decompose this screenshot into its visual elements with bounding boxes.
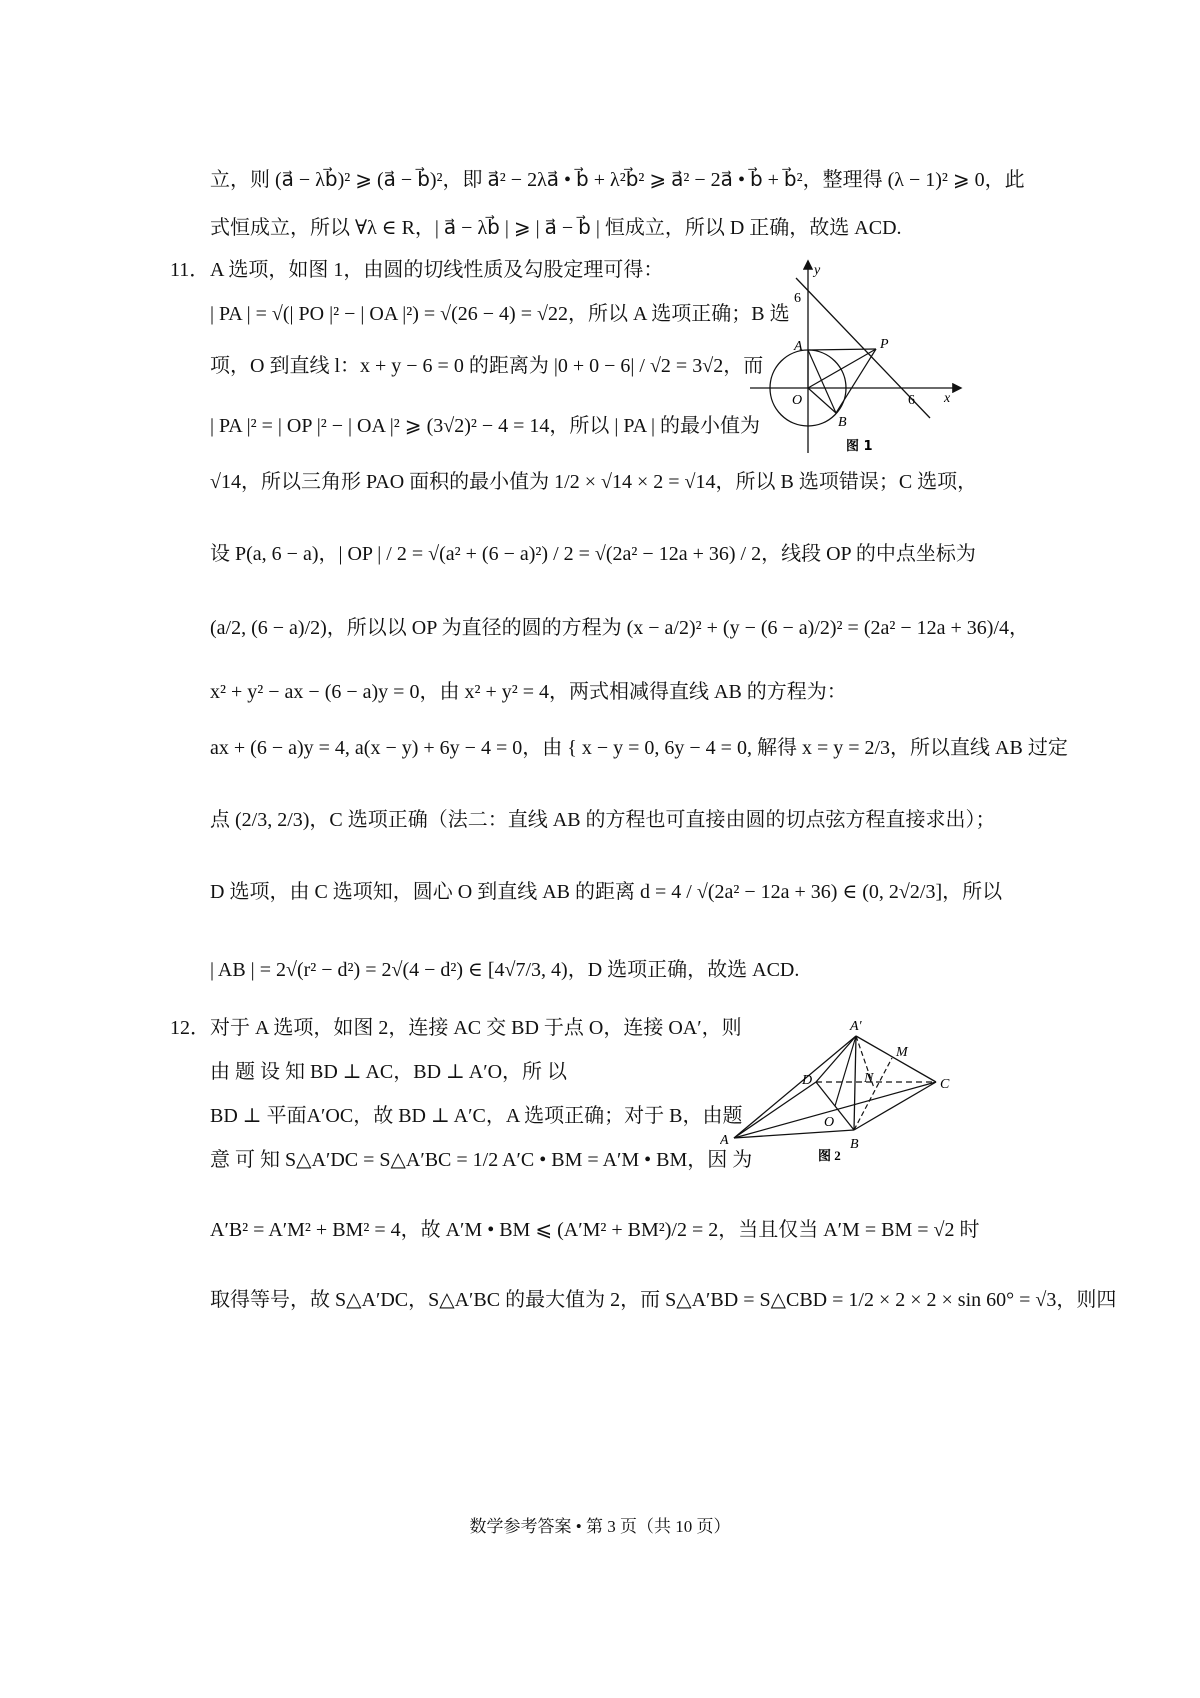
text-line-5: 项，O 到直线 l：x + y − 6 = 0 的距离为 |0 + 0 − 6| / √2 = 3√2，而 xyxy=(210,355,764,377)
text-line-10: x² + y² − ax − (6 − a)y = 0，由 x² + y² = 4，两式相减得直线 AB 的方程为： xyxy=(210,681,847,703)
text-line-20: 取得等号，故 S△A′DC，S△A′BC 的最大值为 2，而 S△A′BD = S△CBD = 1/2 × 2 × 2 × sin 60° = √3，则四 xyxy=(210,1289,1117,1311)
figure-1 xyxy=(748,258,968,458)
text-line-4: | PA | = √(| PO |² − | OA |²) = √(26 − 4) = √22，所以 A 选项正确；B 选 xyxy=(210,303,790,325)
label-m: M xyxy=(896,1045,908,1060)
text-line-19: A′B² = A′M² + BM² = 4，故 A′M • BM ⩽ (A′M² + BM²)/2 = 2，当且仅当 A′M = BM = √2 时 xyxy=(210,1219,980,1241)
page-footer: 数学参考答案 • 第 3 页（共 10 页） xyxy=(469,1517,731,1536)
edge-a-aprime xyxy=(734,1036,856,1138)
text-line-3: A 选项，如图 1，由圆的切线性质及勾股定理可得： xyxy=(210,259,664,281)
label-six-y: 6 xyxy=(794,291,801,306)
question-number-11: 11． xyxy=(170,259,210,281)
text-line-1: 立，则 (a⃗ − λb⃗)² ⩾ (a⃗ − b⃗)²，即 a⃗² − 2λa⃗ • b⃗ + λ²b⃗² ⩾ a⃗² − 2a⃗ • b⃗ + b⃗²，整理得 (λ − 1)² ⩾ 0，此 xyxy=(210,169,1025,191)
figure-2 xyxy=(720,1016,960,1166)
text-line-9: (a/2, (6 − a)/2)，所以以 OP 为直径的圆的方程为 (x − a/2)² + (y − (6 − a)/2)² = (2a² − 12a + 36)/4， xyxy=(210,617,1030,639)
segment-ab xyxy=(808,350,836,413)
edge-a-d xyxy=(734,1082,816,1138)
label-p: P xyxy=(880,337,889,352)
question-number-12: 12． xyxy=(170,1017,210,1039)
figure-2-caption: 图 2 xyxy=(818,1148,841,1163)
label-n: N xyxy=(864,1071,874,1086)
text-line-17: BD ⊥ 平面A′OC，故 BD ⊥ A′C，A 选项正确；对于 B，由题 xyxy=(210,1105,743,1127)
label-a-prime: A′ xyxy=(850,1019,862,1034)
segment-ap xyxy=(808,349,876,350)
figure-2-diagram xyxy=(720,1016,960,1166)
segment-pb xyxy=(836,349,876,413)
label-x: x xyxy=(944,391,951,406)
text-line-13: D 选项，由 C 选项知，圆心 O 到直线 AB 的距离 d = 4 / √(2a² − 12a + 36) ∈ (0, 2√2/3]，所以 xyxy=(210,881,1003,903)
label-o2: O xyxy=(824,1115,835,1130)
label-six-x: 6 xyxy=(908,393,915,408)
text-line-16: 由 题 设 知 BD ⊥ AC，BD ⊥ A′O，所 以 xyxy=(210,1061,568,1083)
segment-ob xyxy=(808,388,836,413)
label-d: D xyxy=(802,1073,813,1088)
edge-aprime-b xyxy=(854,1036,856,1130)
label-o: O xyxy=(792,393,803,408)
edge-a-c xyxy=(734,1082,936,1138)
figure-1-caption: 图 1 xyxy=(846,439,873,454)
text-line-14: | AB | = 2√(r² − d²) = 2√(4 − d²) ∈ [4√7/3, 4)，D 选项正确，故选 ACD. xyxy=(210,959,800,981)
text-line-7: √14，所以三角形 PAO 面积的最小值为 1/2 × √14 × 2 = √14，所以 B 选项错误；C 选项， xyxy=(210,471,978,493)
label-a2: A xyxy=(720,1133,729,1148)
text-line-8: 设 P(a, 6 − a)，| OP | / 2 = √(a² + (6 − a)²) / 2 = √(2a² − 12a + 36) / 2，线段 OP 的中点坐标为 xyxy=(210,543,976,565)
text-line-15: 对于 A 选项，如图 2，连接 AC 交 BD 于点 O，连接 OA′，则 xyxy=(210,1017,742,1039)
text-line-11: ax + (6 − a)y = 4, a(x − y) + 6y − 4 = 0，由 { x − y = 0, 6y − 4 = 0, 解得 x = y = 2/3，所以直线 AB 过定 xyxy=(210,737,1068,759)
text-line-18: 意 可 知 S△A′DC = S△A′BC = 1/2 A′C • BM = A′M • BM，因 为 xyxy=(210,1149,753,1171)
label-b: B xyxy=(838,415,847,430)
label-a: A xyxy=(794,339,803,354)
figure-1-diagram xyxy=(748,258,968,458)
edge-a-b xyxy=(734,1130,854,1138)
label-c: C xyxy=(940,1077,950,1092)
segment-op xyxy=(808,349,876,388)
text-line-12: 点 (2/3, 2/3)，C 选项正确（法二：直线 AB 的方程也可直接由圆的切点弦方程直接求出）； xyxy=(210,809,996,831)
edge-d-aprime xyxy=(816,1036,856,1082)
text-line-2: 式恒成立，所以 ∀λ ∈ R，| a⃗ − λb⃗ | ⩾ | a⃗ − b⃗ | 恒成立，所以 D 正确，故选 ACD. xyxy=(210,217,902,239)
label-b2: B xyxy=(850,1137,859,1152)
label-y: y xyxy=(814,263,821,278)
text-line-6: | PA |² = | OP |² − | OA |² ⩾ (3√2)² − 4 = 14，所以 | PA | 的最小值为 xyxy=(210,415,761,437)
segment-o-aprime xyxy=(835,1036,856,1106)
